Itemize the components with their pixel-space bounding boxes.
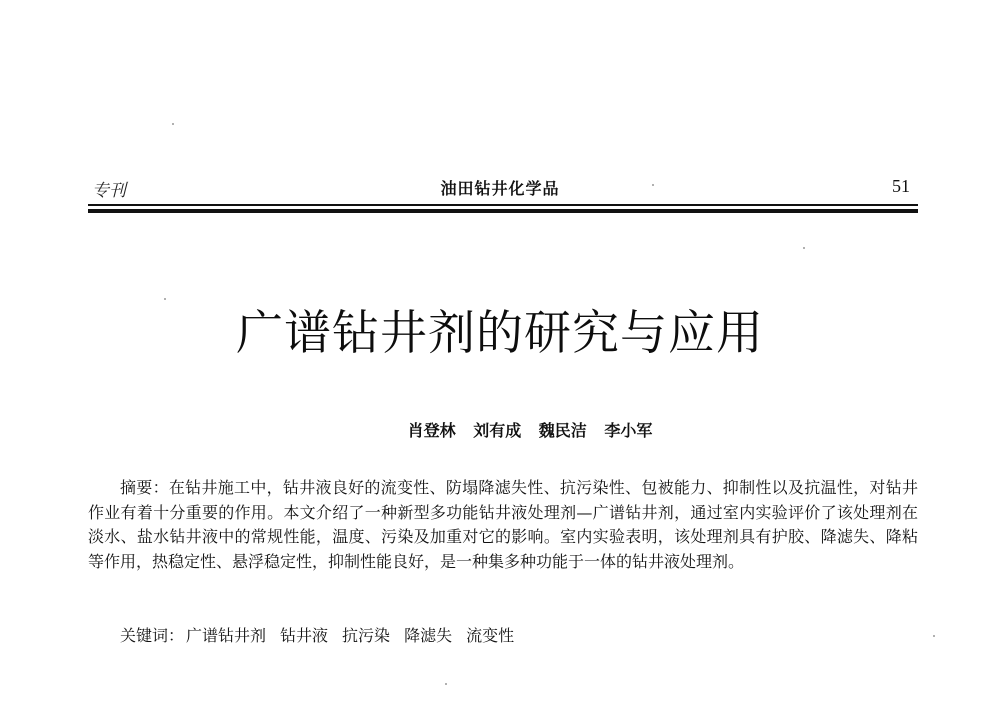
keyword: 广谱钻井剂 — [186, 626, 267, 645]
scan-speck — [164, 298, 166, 300]
abstract — [88, 476, 918, 574]
paper-title: 广谱钻井剂的研究与应用 — [236, 306, 764, 361]
keywords-label: 关键词： — [120, 626, 185, 645]
author-name: 李小军 — [604, 421, 653, 440]
keyword: 钻井液 — [280, 626, 329, 645]
page-number: 51 — [892, 176, 910, 196]
header-rule-thin — [88, 204, 918, 206]
header-rule-thick — [88, 209, 918, 213]
keyword: 抗污染 — [342, 626, 391, 645]
scan-speck — [172, 123, 174, 125]
author-list — [0, 418, 1000, 441]
scan-speck — [933, 635, 935, 637]
journal-name: 油田钻井化学品 — [440, 179, 560, 198]
keywords — [120, 623, 528, 646]
abstract-text: 摘要：在钻井施工中，钻井液良好的流变性、防塌降滤失性、抗污染性、包被能力、抑制性以及抗温性，对钻井作业有着十分重要的作用。本文介绍了一种新型多功能钻井液处理剂—广谱钻井剂，通过室内实验评价了该处理剂在淡水、盐水钻井液中的常规性能，温度、污染及加重对它的影响。室内实验表明，该处理剂具有护胶、降滤失、降粘等作用，热稳定性、悬浮稳定性，抑制性能良好，是一种集多种功能于一体的钻井液处理剂。 — [88, 478, 918, 571]
section-label: 专刊 — [92, 181, 126, 201]
scan-speck — [652, 184, 654, 186]
keyword: 流变性 — [466, 626, 515, 645]
author-name: 肖登林 — [407, 421, 456, 440]
keyword: 降滤失 — [404, 626, 453, 645]
scan-speck — [803, 247, 805, 249]
author-name: 魏民洁 — [538, 421, 587, 440]
scan-speck — [445, 683, 447, 685]
author-name: 刘有成 — [473, 421, 522, 440]
